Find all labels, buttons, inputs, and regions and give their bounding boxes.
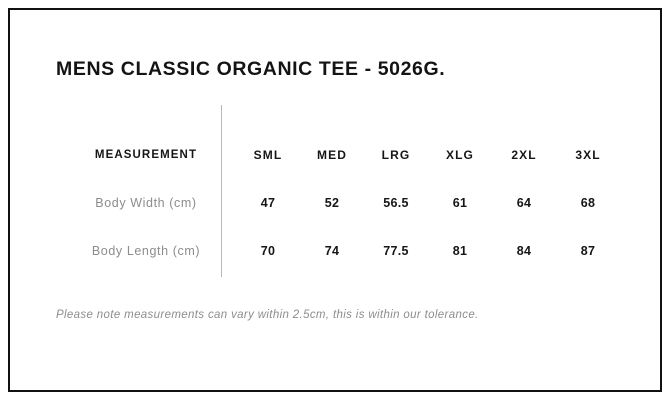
cell-body-width-xlg: 61 xyxy=(452,196,468,210)
header-size-sml: SML xyxy=(253,148,283,162)
cell-body-width-lrg: 56.5 xyxy=(383,196,409,210)
header-measurement: MEASUREMENT xyxy=(94,149,198,161)
table-header-row xyxy=(56,131,620,179)
content-area xyxy=(56,50,620,364)
cell-body-length-med: 74 xyxy=(324,244,340,258)
cell-body-length-3xl: 87 xyxy=(580,244,596,258)
header-size-med: MED xyxy=(317,148,347,162)
size-table-wrapper xyxy=(56,131,620,275)
cell-body-width-med: 52 xyxy=(324,196,340,210)
header-size-3xl: 3XL xyxy=(575,148,601,162)
cell-body-length-lrg: 77.5 xyxy=(383,244,409,258)
cell-body-width-3xl: 68 xyxy=(580,196,596,210)
cell-body-length-2xl: 84 xyxy=(516,244,532,258)
tolerance-note: Please note measurements can vary within 2.5cm, this is within our tolerance. xyxy=(56,309,479,321)
header-size-xlg: XLG xyxy=(446,148,474,162)
table-row xyxy=(56,227,620,275)
cell-body-width-sml: 47 xyxy=(260,196,276,210)
cell-body-width-2xl: 64 xyxy=(516,196,532,210)
vertical-divider xyxy=(221,105,222,277)
page-border xyxy=(8,8,662,392)
page-title: MENS CLASSIC ORGANIC TEE - 5026G. xyxy=(56,58,446,80)
size-table xyxy=(56,131,620,275)
header-size-2xl: 2XL xyxy=(511,148,537,162)
table-header xyxy=(56,131,620,179)
cell-body-length-sml: 70 xyxy=(260,244,276,258)
cell-body-length-xlg: 81 xyxy=(452,244,468,258)
row-label-body-width: Body Width (cm) xyxy=(95,196,197,210)
table-body xyxy=(56,179,620,275)
table-row xyxy=(56,179,620,227)
header-size-lrg: LRG xyxy=(381,148,411,162)
row-label-body-length: Body Length (cm) xyxy=(91,244,201,258)
